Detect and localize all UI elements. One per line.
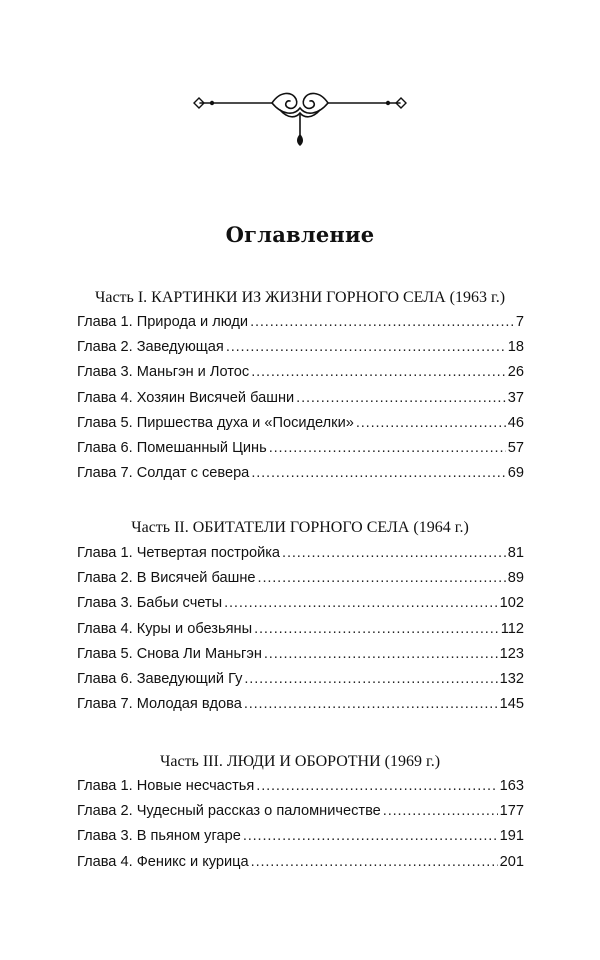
chapter-title: Глава 5. Пиршества духа и «Посиделки» (77, 414, 354, 431)
dot-leader (226, 339, 506, 355)
dot-leader (224, 595, 498, 611)
chapter-list (77, 778, 524, 879)
page-number: 46 (507, 414, 524, 431)
chapter-entry (77, 621, 524, 646)
chapter-entry (77, 595, 524, 620)
dot-leader (244, 696, 498, 712)
chapter-title: Глава 2. В Висячей башне (77, 570, 256, 587)
chapter-entry (77, 440, 524, 465)
page-number: 69 (507, 465, 524, 482)
dot-leader (251, 364, 506, 380)
chapter-title: Глава 3. Маньгэн и Лотос (77, 364, 250, 381)
page-number: 191 (499, 828, 524, 845)
part-title: Часть III. ЛЮДИ И ОБОРОТНИ (1969 г.) (159, 753, 441, 770)
chapter-title: Глава 7. Солдат с севера (77, 465, 250, 482)
chapter-title: Глава 1. Природа и люди (77, 314, 249, 330)
chapter-title: Глава 4. Феникс и курица (77, 853, 249, 870)
page-number: 112 (500, 620, 524, 637)
dot-leader (383, 803, 498, 819)
chapter-title: Глава 1. Четвертая постройка (77, 545, 281, 561)
page-number: 177 (499, 803, 524, 820)
chapter-entry (77, 465, 524, 490)
chapter-entry (77, 854, 524, 879)
page-number: 145 (499, 696, 524, 713)
dot-leader (254, 621, 499, 637)
chapter-title: Глава 3. Бабьи счеты (77, 595, 223, 612)
page-number: 18 (507, 339, 524, 356)
chapter-entry (77, 415, 524, 440)
page-number: 89 (507, 570, 524, 587)
dot-leader (256, 778, 497, 794)
page-number: 132 (499, 670, 524, 687)
dot-leader (296, 390, 506, 406)
chapter-entry (77, 339, 524, 364)
chapter-entry (77, 778, 524, 803)
page-number: 7 (515, 314, 524, 330)
dot-leader (258, 570, 506, 586)
chapter-entry (77, 696, 524, 721)
chapter-title: Глава 2. Чудесный рассказ о паломничестве (77, 803, 381, 820)
dot-leader (251, 854, 498, 870)
chapter-title: Глава 4. Куры и обезьяны (77, 620, 253, 637)
dot-leader (269, 440, 506, 456)
dot-leader (250, 314, 514, 330)
page-number: 123 (499, 645, 524, 662)
chapter-title: Глава 5. Снова Ли Маньгэн (77, 645, 262, 662)
chapter-list (77, 545, 524, 721)
dot-leader (251, 465, 505, 481)
chapter-entry (77, 570, 524, 595)
chapter-entry (77, 828, 524, 853)
part-title: Часть I. КАРТИНКИ ИЗ ЖИЗНИ ГОРНОГО СЕЛА (1963 г.) (94, 289, 506, 306)
chapter-entry (77, 646, 524, 671)
page-number: 81 (507, 545, 524, 561)
chapter-list (77, 314, 524, 490)
dot-leader (356, 415, 506, 431)
chapter-title: Глава 1. Новые несчастья (77, 778, 255, 794)
page-number: 26 (507, 364, 524, 381)
page-number: 163 (499, 778, 524, 794)
page-number: 102 (499, 595, 524, 612)
decorative-flourish-icon (186, 88, 414, 152)
part-title: Часть II. ОБИТАТЕЛИ ГОРНОГО СЕЛА (1964 г.) (131, 519, 469, 536)
chapter-title: Глава 7. Молодая вдова (77, 696, 242, 713)
chapter-entry (77, 390, 524, 415)
chapter-title: Глава 6. Помешанный Цинь (77, 439, 267, 456)
chapter-title: Глава 3. В пьяном угаре (77, 828, 241, 845)
dot-leader (282, 545, 506, 561)
dot-leader (244, 671, 497, 687)
page-number: 37 (507, 389, 524, 406)
page-number: 57 (507, 439, 524, 456)
chapter-title: Глава 6. Заведующий Гу (77, 670, 243, 687)
dot-leader (264, 646, 498, 662)
chapter-entry (77, 545, 524, 570)
table-of-contents-heading: Оглавление (225, 222, 375, 247)
chapter-entry (77, 671, 524, 696)
page-number: 201 (499, 853, 524, 870)
chapter-entry (77, 364, 524, 389)
chapter-entry (77, 314, 524, 339)
chapter-title: Глава 4. Хозяин Висячей башни (77, 389, 295, 406)
chapter-entry (77, 803, 524, 828)
chapter-title: Глава 2. Заведующая (77, 339, 224, 356)
dot-leader (243, 828, 498, 844)
